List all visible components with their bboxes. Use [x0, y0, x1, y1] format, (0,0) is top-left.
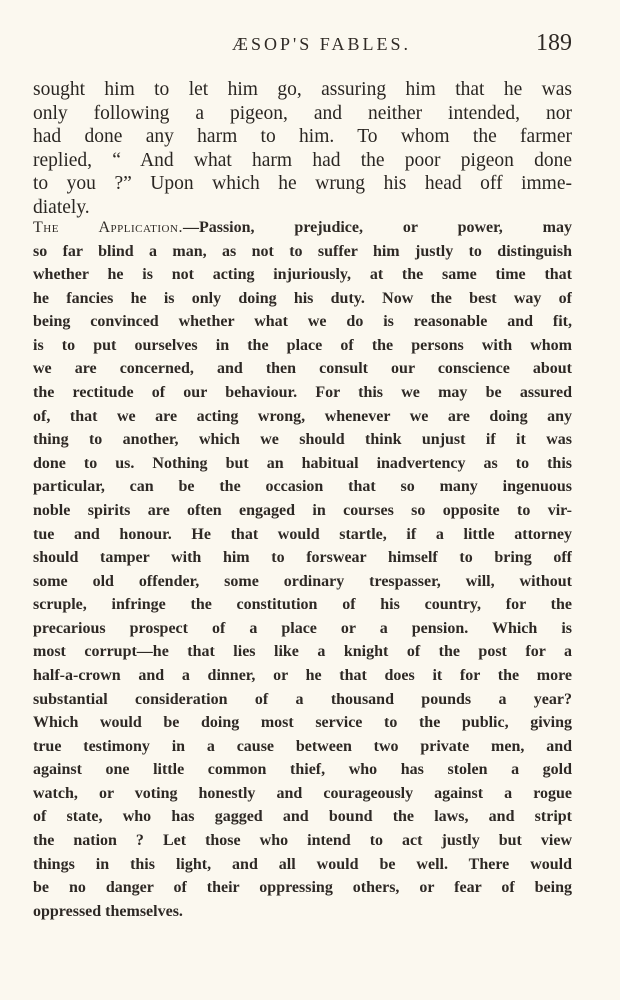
running-title: ÆSOP'S FABLES.: [232, 34, 411, 54]
text-line: should tamper with him to forswear himself to bring off: [33, 549, 572, 567]
text-line: substantial consideration of a thousand pounds a year?: [33, 690, 572, 708]
text-line: so far blind a man, as not to suffer him justly to distinguish: [33, 242, 572, 260]
text-line: oppressed themselves.: [33, 902, 183, 920]
text-line: to you ?” Upon which he wrung his head off imme-: [33, 173, 572, 195]
text-line: scruple, infringe the constitution of his country, for the: [33, 596, 572, 614]
text-line: things in this light, and all would be well. There would: [33, 855, 572, 873]
text-line: particular, can be the occasion that so many ingenuous: [33, 478, 572, 496]
page-number: 189: [536, 30, 572, 56]
application-paragraph: [33, 216, 572, 923]
text-line: we are concerned, and then consult our conscience about: [33, 360, 572, 378]
text-line: true testimony in a cause between two private men, and: [33, 737, 572, 755]
text-line: he fancies he is only doing his duty. Now the best way of: [33, 289, 572, 307]
text-line: most corrupt—he that lies like a knight of the post for a: [33, 643, 572, 661]
text-line: had done any harm to him. To whom the farmer: [33, 126, 572, 148]
text-line: watch, or voting honestly and courageously against a rogue: [33, 784, 572, 802]
text-line: thing to another, which we should think unjust if it was: [33, 431, 572, 449]
text-line: noble spirits are often engaged in courses so opposite to vir-: [33, 501, 572, 519]
text-line: the nation ? Let those who intend to act justly but view: [33, 832, 572, 850]
text-line: diately.: [33, 196, 90, 218]
text-line: half-a-crown and a dinner, or he that does it for the more: [33, 666, 572, 684]
text-line: done to us. Nothing but an habitual inadvertency as to this: [33, 454, 572, 472]
fable-ending-paragraph: [33, 78, 572, 220]
text-line: is to put ourselves in the place of the persons with whom: [33, 336, 572, 354]
text-line: precarious prospect of a place or a pension. Which is: [33, 619, 572, 637]
text-line: tue and honour. He that would startle, if a little attorney: [33, 525, 572, 543]
text-line: being convinced whether what we do is reasonable and fit,: [33, 313, 572, 331]
text-line: only following a pigeon, and neither intended, nor: [33, 102, 572, 124]
text-line: some old offender, some ordinary trespasser, will, without: [33, 572, 572, 590]
text-line: be no danger of their oppressing others, or fear of being: [33, 879, 572, 897]
application-first-line: [33, 216, 572, 240]
text-line: whether he is not acting injuriously, at the same time that: [33, 266, 572, 284]
application-heading: The Application.: [33, 219, 183, 236]
text-line: against one little common thief, who has stolen a gold: [33, 761, 572, 779]
text-line: of, that we are acting wrong, whenever we are doing any: [33, 407, 572, 425]
text-line: sought him to let him go, assuring him that he was: [33, 79, 572, 100]
text-line: the rectitude of our behaviour. For this we may be assured: [33, 384, 572, 402]
text-line: of state, who has gagged and bound the laws, and stript: [33, 808, 572, 826]
text-line: Which would be doing most service to the public, giving: [33, 714, 572, 732]
text-line: replied, “ And what harm had the poor pigeon done: [33, 149, 572, 171]
running-head: [0, 30, 620, 60]
application-first-line-text: —Passion, prejudice, or power, may: [182, 219, 572, 236]
